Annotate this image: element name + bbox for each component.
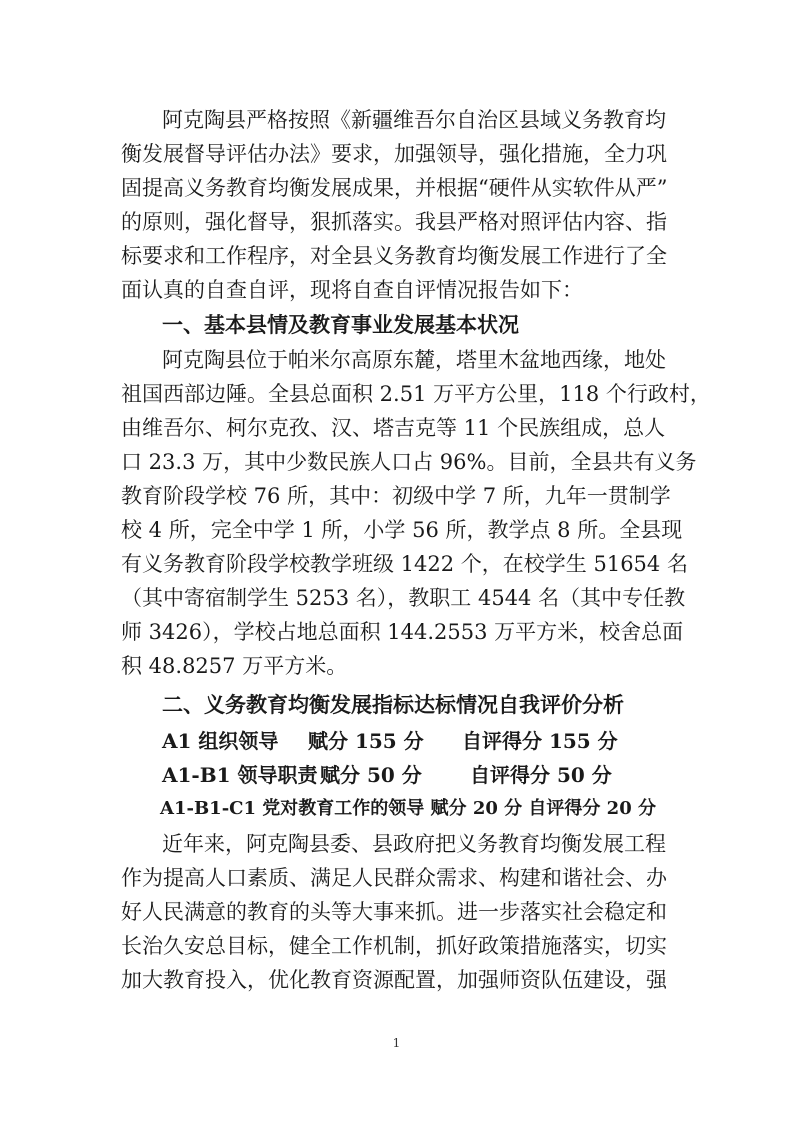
section-heading-2: 二、义务教育均衡发展指标达标情况自我评价分析: [162, 693, 624, 717]
county-line-9: 师 3426），学校占地总面积 144.2553 万平方米，校舍总面: [121, 620, 684, 644]
intro-line-5: 标要求和工作程序，对全县义务教育均衡发展工作进行了全: [121, 244, 667, 268]
work-line-3: 好人民满意的教育的头等大事来抓。进一步落实社会稳定和: [121, 900, 667, 924]
work-line-2: 作为提高人口素质、满足人民群众需求、构建和谐社会、办: [121, 866, 667, 890]
county-line-10: 积 48.8257 万平方米。: [121, 654, 348, 678]
work-line-1: 近年来，阿克陶县委、县政府把义务教育均衡发展工程: [162, 832, 666, 856]
county-line-7: 有义务教育阶段学校教学班级 1422 个，在校学生 51654 名: [121, 552, 688, 576]
score-b1-assigned: 赋分 50 分: [320, 763, 422, 787]
county-line-4: 口 23.3 万，其中少数民族人口占 96%。目前，全县共有义务: [121, 450, 697, 474]
score-b1-self: 自评得分 50 分: [470, 763, 612, 787]
intro-line-6: 面认真的自查自评，现将自查自评情况报告如下：: [121, 278, 583, 302]
section-heading-1: 一、基本县情及教育事业发展基本状况: [162, 313, 519, 337]
score-a1-self: 自评得分 155 分: [462, 729, 618, 753]
intro-line-2: 衡发展督导评估办法》要求，加强领导，强化措施，全力巩: [121, 142, 667, 166]
county-line-5: 教育阶段学校 76 所，其中：初级中学 7 所，九年一贯制学: [121, 484, 671, 508]
score-a1-label: A1 组织领导: [162, 729, 279, 753]
score-c1: A1-B1-C1 党对教育工作的领导 赋分 20 分 自评得分 20 分: [160, 798, 656, 819]
page-number: 1: [392, 1036, 401, 1050]
county-line-3: 由维吾尔、柯尔克孜、汉、塔吉克等 11 个民族组成，总人: [121, 416, 666, 440]
work-line-4: 长治久安总目标，健全工作机制，抓好政策措施落实，切实: [121, 934, 667, 958]
intro-line-3: 固提高义务教育均衡发展成果，并根据“硬件从实软件从严”: [121, 176, 668, 200]
intro-line-1: 阿克陶县严格按照《新疆维吾尔自治区县域义务教育均: [162, 108, 666, 132]
work-line-5: 加大教育投入，优化教育资源配置，加强师资队伍建设，强: [121, 968, 667, 992]
intro-line-4: 的原则，强化督导，狠抓落实。我县严格对照评估内容、指: [121, 210, 667, 234]
score-b1-label: A1-B1 领导职责: [162, 763, 318, 787]
county-line-1: 阿克陶县位于帕米尔高原东麓，塔里木盆地西缘，地处: [162, 348, 666, 372]
county-line-2: 祖国西部边陲。全县总面积 2.51 万平方公里，118 个行政村，: [121, 382, 711, 406]
county-line-6: 校 4 所，完全中学 1 所，小学 56 所，教学点 8 所。全县现: [121, 518, 683, 542]
score-a1-assigned: 赋分 155 分: [308, 729, 424, 753]
county-line-8: （其中寄宿制学生 5253 名），教职工 4544 名（其中专任教: [121, 586, 686, 610]
